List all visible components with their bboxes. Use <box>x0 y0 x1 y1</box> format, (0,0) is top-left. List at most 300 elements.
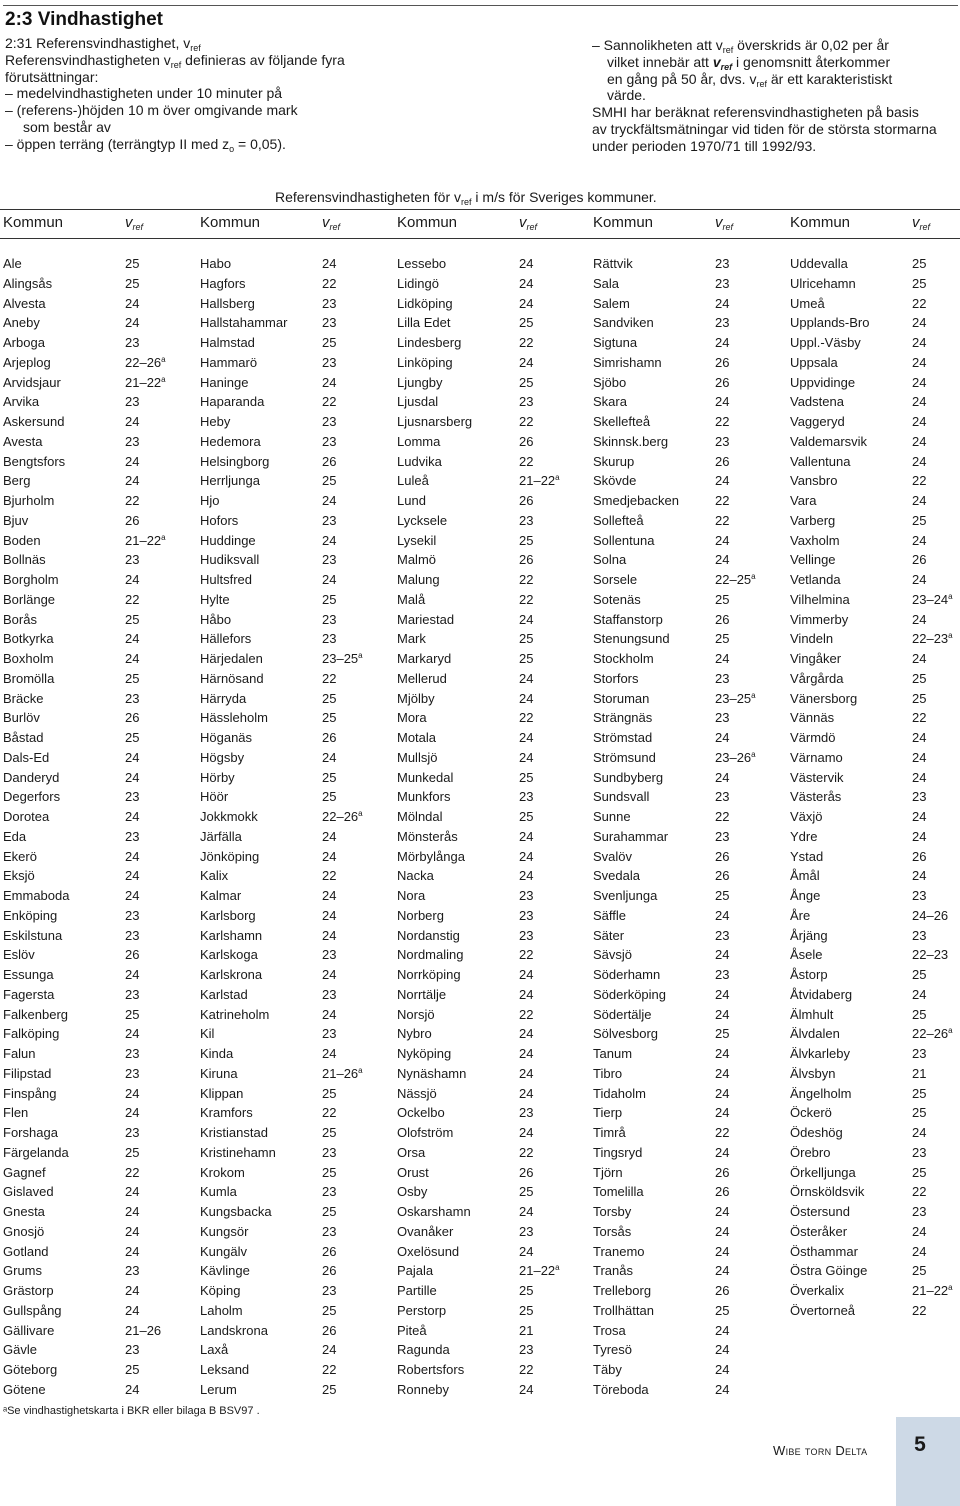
vref-value: 24 <box>912 611 927 627</box>
vref-value: 25 <box>519 1283 534 1298</box>
kommun-name: Orust <box>397 1164 429 1180</box>
kommun-name: Vansbro <box>790 473 838 489</box>
kommun-name: Östhammar <box>790 1243 858 1259</box>
vref-value: 25 <box>519 374 534 390</box>
table-row <box>397 1164 579 1182</box>
table-row <box>3 354 185 372</box>
kommun-name: Töreboda <box>593 1381 649 1397</box>
vref-value: 24 <box>125 888 140 903</box>
kommun-name: Gnesta <box>3 1204 45 1219</box>
kommun-name: Vara <box>790 493 817 508</box>
kommun-name: Laholm <box>200 1302 243 1318</box>
table-row <box>200 1322 382 1340</box>
vref-value: 22–23$^a$ <box>912 631 953 647</box>
kommun-name: Säffle <box>593 907 627 923</box>
vref-value: 25 <box>519 651 534 666</box>
table-row <box>397 769 579 787</box>
vref-value: 23 <box>912 1204 927 1219</box>
kommun-name: Eda <box>3 828 27 844</box>
vref-value: 26 <box>322 1263 337 1279</box>
table-row <box>3 413 185 431</box>
table-row <box>200 591 382 609</box>
vref-value: 23 <box>322 1144 337 1160</box>
kommun-name: Ljungby <box>397 374 443 390</box>
vref-value: 24 <box>715 947 730 963</box>
table-row <box>200 571 382 589</box>
kommun-name: Danderyd <box>3 769 60 785</box>
kommun-name: Söderköping <box>593 986 666 1002</box>
vref-value: 24 <box>912 749 927 765</box>
vref-value: 22 <box>125 1164 140 1180</box>
kommun-name: Trosa <box>593 1322 626 1338</box>
kommun-name: Ulricehamn <box>790 275 856 291</box>
kommun-name: Järfälla <box>200 828 242 844</box>
table-row <box>593 670 775 688</box>
table-row <box>790 354 960 372</box>
table-row <box>593 729 775 747</box>
table-row <box>3 670 185 688</box>
kommun-name: Kumla <box>200 1184 237 1200</box>
table-row <box>200 295 382 313</box>
footnote: ᵃSe vindhastighetskarta i BKR eller bilaga B BSV97 . <box>3 1405 260 1417</box>
vref-value: 24 <box>125 967 140 982</box>
kommun-name: Borgholm <box>3 572 59 587</box>
kommun-name: Tranemo <box>593 1243 645 1259</box>
vref-value: 23 <box>912 1144 927 1160</box>
table-row <box>593 1085 775 1103</box>
table-row <box>397 1006 579 1024</box>
vref-value: 25 <box>715 591 730 607</box>
table-row <box>593 1104 775 1122</box>
vref-value: 22 <box>912 473 927 489</box>
table-row <box>790 729 960 747</box>
table-row <box>397 630 579 648</box>
kommun-name: Ängelholm <box>790 1085 852 1101</box>
table-row <box>3 571 185 589</box>
table-row <box>790 472 960 490</box>
vref-value: 24 <box>912 414 927 429</box>
table-row <box>200 670 382 688</box>
vref-value: 22 <box>322 670 337 686</box>
vref-value: 23 <box>519 394 534 410</box>
kommun-name: Vingåker <box>790 651 842 666</box>
kommun-name: Hässleholm <box>200 710 268 726</box>
table-row <box>593 1381 775 1399</box>
kommun-name: Markaryd <box>397 651 452 666</box>
vref-value: 22 <box>519 1006 534 1022</box>
table-row <box>200 848 382 866</box>
vref-value: 24 <box>125 848 140 864</box>
vref-value: 24 <box>715 1342 730 1358</box>
kommun-name: Tidaholm <box>593 1085 646 1101</box>
table-row <box>3 393 185 411</box>
vref-value: 22 <box>322 1362 337 1377</box>
vref-value: 24 <box>125 749 140 765</box>
kommun-name: Ovanåker <box>397 1223 454 1239</box>
kommun-name: Ödeshög <box>790 1125 843 1140</box>
vref-value: 25 <box>125 730 140 745</box>
table-row <box>3 492 185 510</box>
table-row <box>397 551 579 569</box>
table-row <box>593 1243 775 1261</box>
kommun-name: Landskrona <box>200 1322 268 1338</box>
kommun-name: Bollnäs <box>3 552 46 568</box>
table-row <box>3 966 185 984</box>
vref-value: 23 <box>125 828 140 844</box>
table-row <box>200 1124 382 1142</box>
vref-value: 24 <box>715 907 730 923</box>
kommun-name: Ljusnarsberg <box>397 414 473 429</box>
kommun-name: Värmdö <box>790 730 836 745</box>
vref-value: 23 <box>519 789 534 805</box>
table-row <box>593 1164 775 1182</box>
vref-value: 26 <box>322 453 337 469</box>
kommun-name: Mörbylånga <box>397 848 465 864</box>
kommun-name: Lund <box>397 493 426 508</box>
table-row <box>790 709 960 727</box>
kommun-name: Robertsfors <box>397 1362 465 1377</box>
kommun-name: Krokom <box>200 1164 245 1180</box>
kommun-name: Vindeln <box>790 631 834 647</box>
vref-value: 24 <box>125 1381 140 1397</box>
kommun-name: Heby <box>200 414 231 429</box>
table-row <box>790 1183 960 1201</box>
kommun-name: Motala <box>397 730 437 745</box>
kommun-name: Boxholm <box>3 651 54 666</box>
kommun-name: Laxå <box>200 1342 229 1358</box>
vref-value: 25 <box>125 611 140 627</box>
footnote-marker: a <box>751 690 756 700</box>
table-row <box>200 1183 382 1201</box>
vref-value: 23 <box>715 275 730 291</box>
table-row <box>593 1223 775 1241</box>
table-row <box>593 1322 775 1340</box>
table-row <box>3 927 185 945</box>
table-row <box>3 1243 185 1261</box>
kommun-name: Göteborg <box>3 1362 58 1377</box>
vref-value: 26 <box>519 433 534 449</box>
table-row <box>790 453 960 471</box>
table-row <box>200 433 382 451</box>
kommun-name: Ronneby <box>397 1381 450 1397</box>
vref-value: 24 <box>912 651 927 666</box>
table-row <box>790 1243 960 1261</box>
footnote-marker: a <box>555 1263 560 1273</box>
table-row <box>790 1282 960 1300</box>
kommun-name: Mullsjö <box>397 749 438 765</box>
vref-value: 26 <box>912 848 927 864</box>
kommun-name: Älvkarleby <box>790 1046 850 1061</box>
table-row <box>200 374 382 392</box>
vref-value: 24 <box>125 1085 140 1101</box>
vref-value: 22–26$^a$ <box>125 354 166 370</box>
kommun-name: Norsjö <box>397 1006 435 1022</box>
kommun-name: Finspång <box>3 1085 57 1101</box>
vref-value: 24 <box>715 1046 730 1061</box>
kommun-name: Sundsvall <box>593 789 650 805</box>
table-row <box>3 867 185 885</box>
table-row <box>3 749 185 767</box>
vref-value: 22 <box>322 1105 337 1121</box>
vref-value: 23 <box>322 611 337 627</box>
vref-value: 23 <box>322 1223 337 1239</box>
kommun-name: Lidköping <box>397 295 453 311</box>
table-row <box>790 334 960 352</box>
kommun-name: Åre <box>790 907 811 923</box>
table-row <box>790 848 960 866</box>
kommun-name: Österåker <box>790 1223 848 1239</box>
table-row <box>397 433 579 451</box>
kommun-name: Fagersta <box>3 986 55 1002</box>
table-row <box>790 867 960 885</box>
table-row <box>790 946 960 964</box>
vref-value: 24 <box>912 453 927 469</box>
vref-value: 24 <box>715 1243 730 1259</box>
kommun-name: Mölndal <box>397 809 443 824</box>
vref-value: 25 <box>912 512 927 528</box>
kommun-name: Älmhult <box>790 1006 834 1022</box>
table-row <box>593 295 775 313</box>
table-row <box>790 1065 960 1083</box>
vref-value: 23 <box>715 828 730 844</box>
vref-value: 26 <box>715 453 730 469</box>
vref-value: 25 <box>912 967 927 982</box>
table-row <box>397 1361 579 1379</box>
kommun-name: Lidingö <box>397 275 439 291</box>
table-row <box>200 532 382 550</box>
table-row <box>200 966 382 984</box>
table-row <box>200 334 382 352</box>
kommun-name: Ydre <box>790 828 818 844</box>
kommun-name: Härjedalen <box>200 651 263 666</box>
kommun-name: Västervik <box>790 769 844 785</box>
table-row <box>790 1203 960 1221</box>
table-row <box>397 907 579 925</box>
kommun-name: Uppvidinge <box>790 374 856 390</box>
table-row <box>3 433 185 451</box>
kommun-name: Oskarshamn <box>397 1204 471 1219</box>
vref-value: 24 <box>912 828 927 844</box>
kommun-name: Lomma <box>397 433 441 449</box>
vref-value: 22 <box>519 1144 534 1160</box>
table-row <box>593 927 775 945</box>
kommun-name: Leksand <box>200 1362 250 1377</box>
kommun-name: Filipstad <box>3 1065 52 1081</box>
kommun-name: Älvsbyn <box>790 1065 836 1081</box>
vref-value: 24 <box>322 1006 337 1022</box>
vref-value: 23 <box>912 789 927 805</box>
vref-value: 25 <box>125 670 140 686</box>
kommun-name: Gagnef <box>3 1164 46 1180</box>
table-row <box>3 255 185 273</box>
vref-value: 24 <box>125 315 140 331</box>
kommun-name: Örnsköldsvik <box>790 1184 865 1200</box>
table-row <box>397 591 579 609</box>
table-row <box>593 413 775 431</box>
vref-value: 24 <box>125 1243 140 1259</box>
kommun-name: Nora <box>397 888 426 903</box>
kommun-name: Karlskrona <box>200 967 263 982</box>
table-row <box>3 808 185 826</box>
table-row <box>3 788 185 806</box>
kommun-name: Älvdalen <box>790 1026 840 1042</box>
vref-value: 24 <box>715 1006 730 1022</box>
table-row <box>397 887 579 905</box>
table-row <box>593 986 775 1004</box>
vref-value: 23 <box>912 927 927 943</box>
table-row <box>593 1183 775 1201</box>
vref-value: 21 <box>519 1322 534 1338</box>
table-row <box>200 630 382 648</box>
kommun-name: Arboga <box>3 335 45 350</box>
kommun-name: Eskilstuna <box>3 927 63 943</box>
vref-value: 23 <box>125 1046 140 1061</box>
table-row <box>593 1006 775 1024</box>
vref-value: 23 <box>519 907 534 923</box>
kommun-name: Munkedal <box>397 769 454 785</box>
kommun-name: Tjörn <box>593 1164 623 1180</box>
table-row <box>397 946 579 964</box>
kommun-name: Vallentuna <box>790 453 851 469</box>
kommun-name: Sävsjö <box>593 947 633 963</box>
vref-value: 24 <box>715 1263 730 1279</box>
kommun-name: Västerås <box>790 789 842 805</box>
table-row <box>593 1361 775 1379</box>
vref-value: 21–26$^a$ <box>322 1065 363 1081</box>
vref-value: 26 <box>715 1164 730 1180</box>
vref-value: 23 <box>125 1125 140 1140</box>
kommun-name: Hagfors <box>200 275 246 291</box>
vref-value: 26 <box>519 493 534 508</box>
kommun-name: Åtvidaberg <box>790 986 853 1002</box>
footnote-marker: a <box>948 1026 953 1036</box>
table-row <box>593 907 775 925</box>
vref-value: 24 <box>519 1204 534 1219</box>
kommun-name: Hylte <box>200 591 230 607</box>
vref-value: 21–22$^a$ <box>125 374 166 390</box>
kommun-name: Åsele <box>790 947 823 963</box>
table-row <box>593 611 775 629</box>
kommun-name: Bjurholm <box>3 493 55 508</box>
vref-value: 23 <box>125 690 140 706</box>
vref-value: 24 <box>322 1046 337 1061</box>
kommun-name: Kungälv <box>200 1243 247 1259</box>
kommun-name: Arvika <box>3 394 40 410</box>
table-row <box>200 1006 382 1024</box>
vref-value: 26 <box>715 611 730 627</box>
kommun-name: Tibro <box>593 1065 623 1081</box>
kommun-name: Skara <box>593 394 627 410</box>
kommun-name: Kramfors <box>200 1105 253 1121</box>
kommun-name: Vårgårda <box>790 670 844 686</box>
kommun-name: Sjöbo <box>593 374 627 390</box>
vref-value: 23 <box>322 295 337 311</box>
table-row <box>397 709 579 727</box>
vref-value: 24 <box>912 354 927 370</box>
kommun-name: Trelleborg <box>593 1283 652 1298</box>
vref-value: 24 <box>125 1105 140 1121</box>
footnote-marker: a <box>161 374 166 384</box>
column-header-kommun: Kommun <box>200 214 261 231</box>
kommun-name: Kungsbacka <box>200 1204 272 1219</box>
kommun-name: Vimmerby <box>790 611 849 627</box>
kommun-name: Dorotea <box>3 809 50 824</box>
table-row <box>397 966 579 984</box>
table-row <box>200 1025 382 1043</box>
table-row <box>593 275 775 293</box>
kommun-name: Ragunda <box>397 1342 450 1358</box>
vref-value: 25 <box>322 769 337 785</box>
table-row <box>397 729 579 747</box>
column-header-vref: $v_{ref}$ <box>912 214 931 232</box>
vref-value: 23 <box>125 552 140 568</box>
kommun-name: Östra Göinge <box>790 1263 868 1279</box>
table-row <box>3 690 185 708</box>
table-row <box>3 1006 185 1024</box>
kommun-name: Storfors <box>593 670 639 686</box>
kommun-name: Habo <box>200 256 232 271</box>
kommun-name: Svalöv <box>593 848 633 864</box>
vref-value: 24 <box>125 572 140 587</box>
table-row <box>3 512 185 530</box>
kommun-name: Gislaved <box>3 1184 54 1200</box>
table-row <box>200 472 382 490</box>
table-row <box>200 1045 382 1063</box>
kommun-name: Kinda <box>200 1046 234 1061</box>
kommun-name: Flen <box>3 1105 29 1121</box>
vref-value: 22 <box>715 809 730 824</box>
vref-value: 24 <box>715 651 730 666</box>
kommun-name: Norrtälje <box>397 986 447 1002</box>
vref-value: 24 <box>912 493 927 508</box>
kommun-name: Grums <box>3 1263 42 1279</box>
vref-value: 21–22$^a$ <box>519 1263 560 1279</box>
kommun-name: Färgelanda <box>3 1144 69 1160</box>
kommun-name: Mönsterås <box>397 828 458 844</box>
vref-value: 24 <box>912 315 927 331</box>
vref-value: 24 <box>912 809 927 824</box>
vref-value: 24 <box>519 1125 534 1140</box>
kommun-name: Botkyrka <box>3 631 54 647</box>
table-row <box>790 650 960 668</box>
kommun-name: Södertälje <box>593 1006 652 1022</box>
vref-value: 22–25$^a$ <box>715 572 756 587</box>
vref-value: 23 <box>322 631 337 647</box>
kommun-name: Ale <box>3 256 22 271</box>
table-row <box>397 1223 579 1241</box>
kommun-name: Hallsberg <box>200 295 255 311</box>
kommun-name: Höör <box>200 789 229 805</box>
vref-value: 25 <box>322 1164 337 1180</box>
kommun-name: Surahammar <box>593 828 669 844</box>
table-row <box>593 848 775 866</box>
table-row <box>790 374 960 392</box>
table-row <box>397 670 579 688</box>
vref-value: 23 <box>125 789 140 805</box>
kommun-name: Enköping <box>3 907 58 923</box>
table-row <box>200 492 382 510</box>
kommun-name: Nacka <box>397 868 434 884</box>
vref-value: 22 <box>519 1362 534 1377</box>
kommun-name: Stockholm <box>593 651 654 666</box>
vref-value: 26 <box>125 947 140 963</box>
footnote-marker: a <box>161 354 166 364</box>
table-row <box>790 591 960 609</box>
kommun-name: Strömstad <box>593 730 653 745</box>
kommun-name: Vadstena <box>790 394 844 410</box>
vref-value: 22–23 <box>912 947 949 963</box>
vref-value: 23 <box>715 256 730 271</box>
